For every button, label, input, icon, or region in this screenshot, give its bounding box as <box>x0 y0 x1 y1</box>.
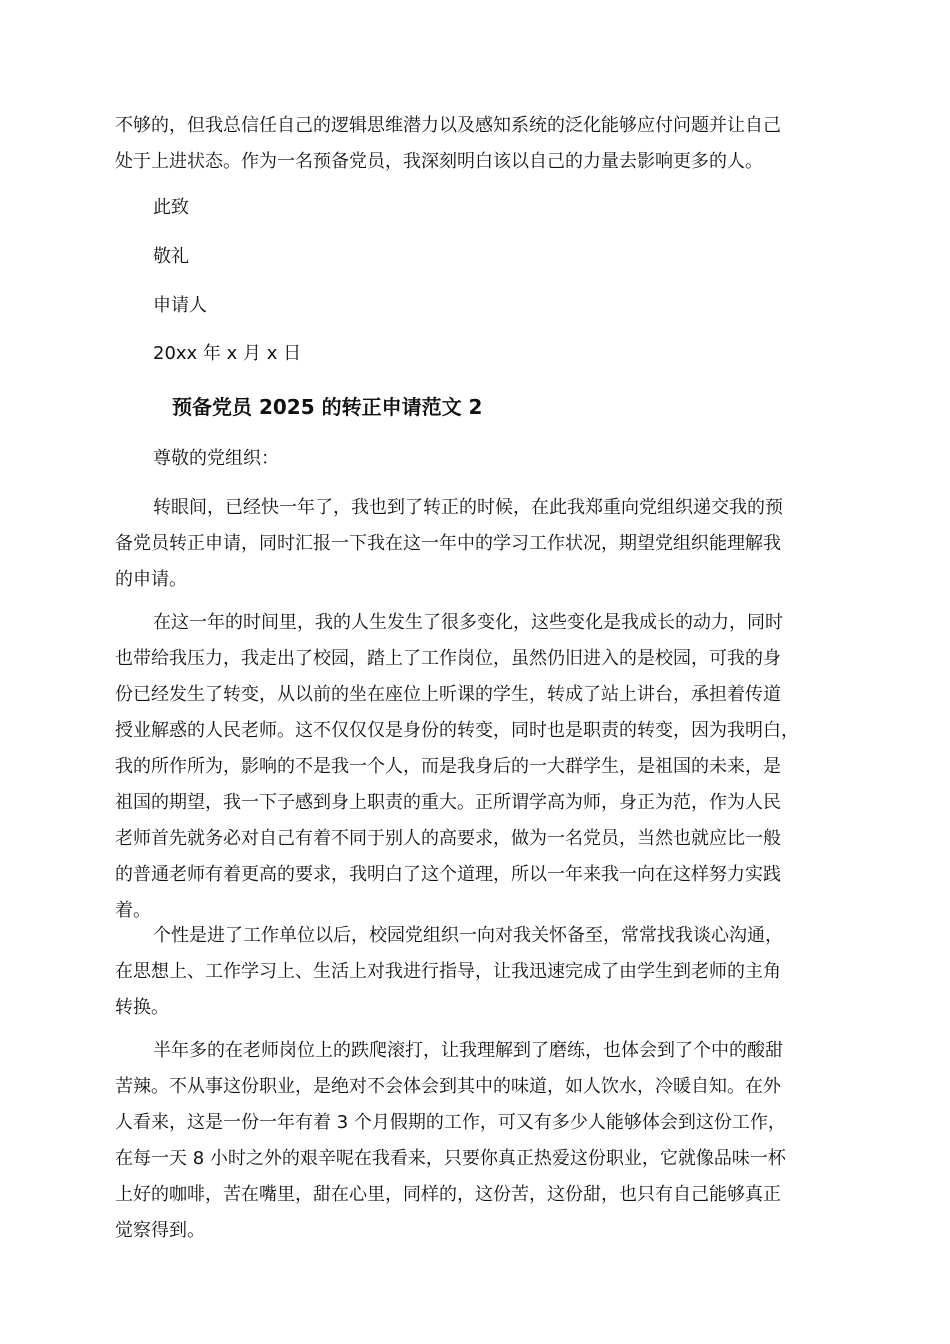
paragraph-line: 老师首先就务必对自己有着不同于别人的高要求，做为一名党员，当然也就应比一般 <box>115 828 781 849</box>
salutation-text: 此致 <box>153 197 189 218</box>
paragraph-line: 授业解惑的人民老师。这不仅仅仅是身份的转变，同时也是职责的转变，因为我明白， <box>115 720 799 741</box>
paragraph-line: 在思想上、工作学习上、生活上对我进行指导，让我迅速完成了由学生到老师的主角 <box>115 961 781 982</box>
paragraph-line: 着。 <box>115 900 151 921</box>
paragraph-line: 半年多的在老师岗位上的跌爬滚打，让我理解到了磨练，也体会到了个中的酸甜 <box>153 1040 783 1061</box>
paragraph-line: 也带给我压力，我走出了校园，踏上了工作岗位，虽然仍旧进入的是校园，可我的身 <box>115 648 781 669</box>
greeting <box>115 441 835 477</box>
regards-text: 敬礼 <box>153 246 189 267</box>
paragraph-line: 苦辣。不从事这份职业，是绝对不会体会到其中的味道，如人饮水，冷暖自知。在外 <box>115 1076 781 1097</box>
closing-regards <box>115 239 835 275</box>
paragraph-line: 备党员转正申请，同时汇报一下我在这一年中的学习工作状况，期望党组织能理解我 <box>115 533 781 554</box>
closing-applicant <box>115 288 835 324</box>
paragraph-line: 的普通老师有着更高的要求，我明白了这个道理，所以一年来我一向在这样努力实践 <box>115 864 781 885</box>
paragraph-line: 个性是进了工作单位以后，校园党组织一向对我关怀备至，常常找我谈心沟通， <box>153 925 783 946</box>
body-paragraph-2 <box>115 605 835 929</box>
paragraph-line: 份已经发生了转变，从以前的坐在座位上听课的学生，转成了站上讲台，承担着传道 <box>115 684 781 705</box>
continued-paragraph <box>115 108 835 180</box>
greeting-text: 尊敬的党组织： <box>153 448 279 469</box>
body-paragraph-3 <box>115 918 835 1026</box>
paragraph-line: 祖国的期望，我一下子感到身上职责的重大。正所谓学高为师，身正为范，作为人民 <box>115 792 781 813</box>
date-text: 20xx 年 x 月 x 日 <box>153 343 302 364</box>
paragraph-line: 的申请。 <box>115 569 187 590</box>
body-paragraph-4 <box>115 1033 835 1249</box>
applicant-text: 申请人 <box>153 295 207 316</box>
paragraph-line: 转眼间，已经快一年了，我也到了转正的时候，在此我郑重向党组织递交我的预 <box>153 497 783 518</box>
paragraph-line: 不够的，但我总信任自己的逻辑思维潜力以及感知系统的泛化能够应付问题并让自己 <box>115 115 781 136</box>
paragraph-line: 在这一年的时间里，我的人生发生了很多变化，这些变化是我成长的动力，同时 <box>153 612 783 633</box>
closing-date <box>115 336 835 372</box>
paragraph-line: 人看来，这是一份一年有着 3 个月假期的工作，可又有多少人能够体会到这份工作， <box>115 1112 786 1133</box>
paragraph-line: 在每一天 8 小时之外的艰辛呢在我看来，只要你真正热爱这份职业，它就像品味一杯 <box>115 1148 786 1169</box>
paragraph-line: 转换。 <box>115 997 169 1018</box>
section-title: 预备党员 2025 的转正申请范文 2 <box>172 395 483 419</box>
paragraph-line: 觉察得到。 <box>115 1220 205 1241</box>
paragraph-line: 上好的咖啡，苦在嘴里，甜在心里，同样的，这份苦，这份甜，也只有自己能够真正 <box>115 1184 781 1205</box>
body-paragraph-1 <box>115 490 835 598</box>
closing-salutation <box>115 190 835 226</box>
paragraph-line: 我的所作所为，影响的不是我一个人，而是我身后的一大群学生，是祖国的未来，是 <box>115 756 781 777</box>
paragraph-line: 处于上进状态。作为一名预备党员，我深刻明白该以自己的力量去影响更多的人。 <box>115 151 763 172</box>
